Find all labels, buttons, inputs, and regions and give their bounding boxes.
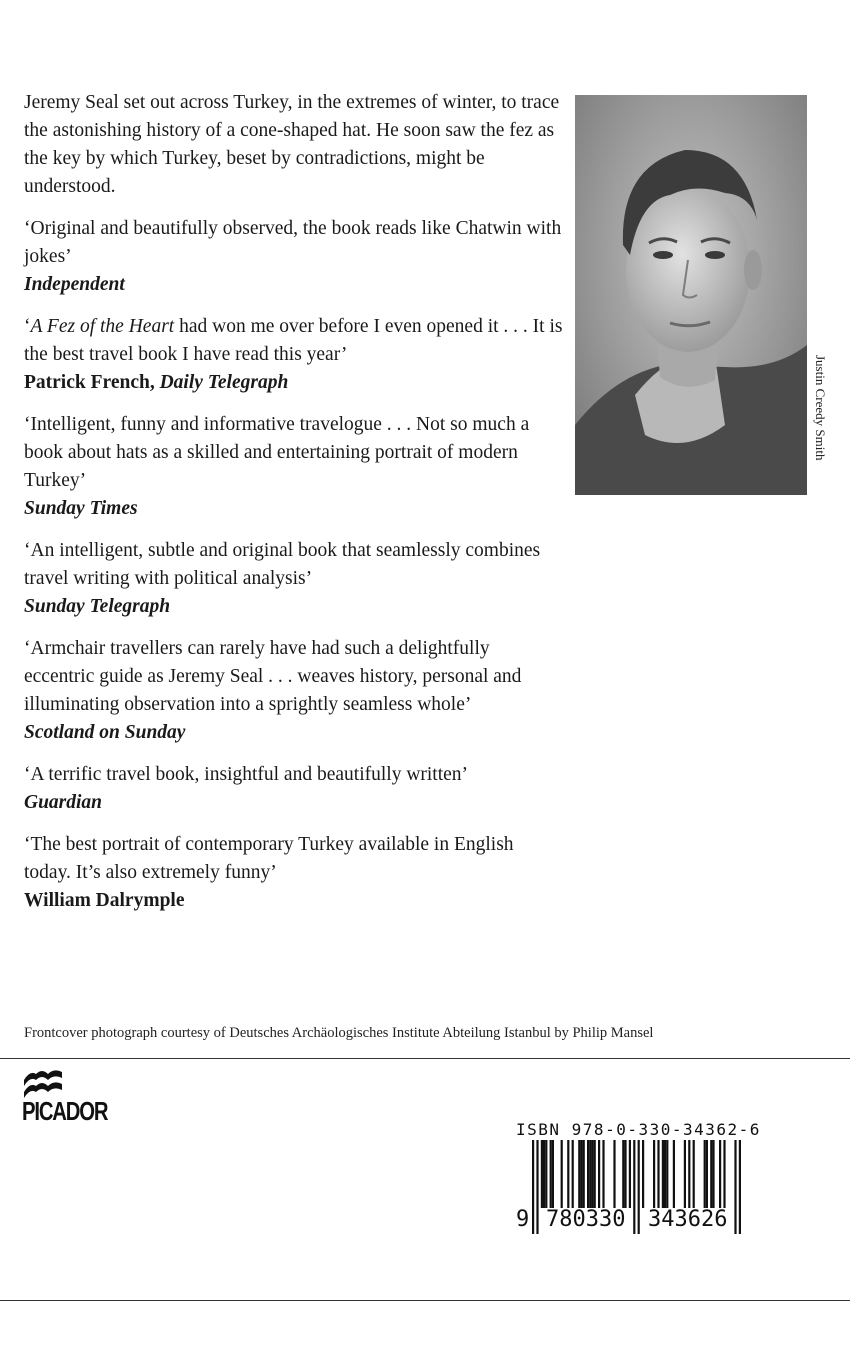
barcode-bar <box>567 1140 569 1208</box>
review-sunday-times <box>24 411 564 523</box>
review-guardian <box>24 761 564 817</box>
review-publication: Sunday Telegraph <box>24 596 171 617</box>
ean-right-digits: 343626 <box>648 1207 728 1232</box>
review-daily-telegraph: ‘A Fez of the Heart had won me over before I even opened it . . . It is the best travel book I have read this year’ Patrick French, Daily Telegraph <box>24 316 563 393</box>
barcode-bar <box>613 1140 615 1208</box>
review-dalrymple <box>24 831 564 915</box>
barcode-bar <box>541 1140 543 1208</box>
barcode-bar <box>638 1140 640 1234</box>
review-sunday-telegraph <box>24 537 564 621</box>
barcode-bar <box>704 1140 706 1208</box>
book-blurb: Jeremy Seal set out across Turkey, in the extremes of winter, to trace the astonishing history of a cone-shaped hat. He soon saw the fez as the key by which Turkey, beset by contradictions, might be understood. <box>24 92 560 197</box>
barcode-bar <box>712 1140 714 1208</box>
barcode-bar <box>739 1140 741 1234</box>
review-text: ‘Intelligent, funny and informative travelogue . . . Not so much a book about hats as a skilled and entertaining portrait of modern Turkey’ <box>24 414 530 491</box>
photo-credit: Justin Creedy Smith <box>813 355 828 461</box>
review-author: Patrick French, <box>24 372 160 393</box>
barcode-bar <box>688 1140 690 1208</box>
barcode-bar <box>543 1140 545 1208</box>
isbn-label: ISBN 978-0-330-34362-6 <box>516 1120 761 1139</box>
review-text: ‘An intelligent, subtle and original book that seamlessly combines travel writing with political analysis’ <box>24 540 541 589</box>
barcode-bar <box>561 1140 563 1208</box>
review-publication: Scotland on Sunday <box>24 722 186 743</box>
review-text: ‘The best portrait of contemporary Turkey available in English today. It’s also extremely funny’ <box>24 834 514 883</box>
bottom-divider <box>0 1300 850 1301</box>
barcode-bar <box>624 1140 626 1208</box>
review-text: ‘Original and beautifully observed, the book reads like Chatwin with jokes’ <box>24 218 562 267</box>
top-divider <box>0 1058 850 1059</box>
barcode-bar <box>673 1140 675 1208</box>
publisher-name: PICADOR <box>22 1096 108 1126</box>
barcode-bar <box>583 1140 585 1208</box>
barcode-bar <box>662 1140 664 1208</box>
barcode-bar <box>684 1140 686 1208</box>
barcode-bar <box>723 1140 725 1208</box>
barcode-bar <box>536 1140 538 1234</box>
barcode-bar <box>550 1140 552 1208</box>
review-publication: Guardian <box>24 792 103 813</box>
barcode-bar <box>598 1140 600 1208</box>
review-publication: Independent <box>24 274 125 295</box>
review-text: had won me over before I even opened it . . . It is the best travel book I have read this year’ <box>24 316 563 365</box>
barcode-bar <box>642 1140 644 1208</box>
barcode-bar <box>578 1140 580 1208</box>
barcode-bar <box>545 1140 547 1208</box>
review-independent <box>24 215 564 299</box>
review-author: William Dalrymple <box>24 890 185 911</box>
picador-logo-icon <box>22 1066 64 1098</box>
ean-first-digit: 9 <box>516 1207 530 1232</box>
barcode-bar <box>693 1140 695 1208</box>
barcode-bar <box>657 1140 659 1208</box>
barcode-bar <box>532 1140 534 1234</box>
barcode-bar <box>633 1140 635 1234</box>
author-photo <box>575 95 807 495</box>
review-text: ‘Armchair travellers can rarely have had such a delightfully eccentric guide as Jeremy Seal . . . weaves history, personal and illuminating observation into a sprightly seamless whole’ <box>24 638 522 715</box>
barcode-bar <box>719 1140 721 1208</box>
barcode-bar <box>664 1140 666 1208</box>
barcode-bar <box>552 1140 554 1208</box>
ean-left-digits: 780330 <box>546 1207 626 1232</box>
barcode-bar <box>706 1140 708 1208</box>
barcode-bar <box>594 1140 596 1208</box>
barcode-bar <box>629 1140 631 1208</box>
barcode-bar <box>580 1140 582 1208</box>
review-publication: Sunday Times <box>24 498 138 519</box>
front-cover-credit: Frontcover photograph courtesy of Deutsches Archäologisches Institute Abteilung Istanbul by Philip Mansel <box>24 1025 654 1041</box>
barcode-bar <box>734 1140 736 1234</box>
barcode-bar <box>591 1140 593 1208</box>
barcode-bar <box>587 1140 589 1208</box>
barcode-bar <box>653 1140 655 1208</box>
author-portrait-image <box>575 95 807 495</box>
barcode-bar <box>710 1140 712 1208</box>
review-publication: Daily Telegraph <box>159 372 289 393</box>
barcode-bar <box>622 1140 624 1208</box>
barcode-bar <box>589 1140 591 1208</box>
barcode-bar <box>666 1140 668 1208</box>
back-cover-text <box>24 89 564 929</box>
barcode-bar <box>572 1140 574 1208</box>
review-text: ‘A terrific travel book, insightful and beautifully written’ <box>24 764 469 785</box>
review-scotland-on-sunday <box>24 635 564 747</box>
barcode-bar <box>602 1140 604 1208</box>
book-title: A Fez of the Heart <box>30 316 175 337</box>
